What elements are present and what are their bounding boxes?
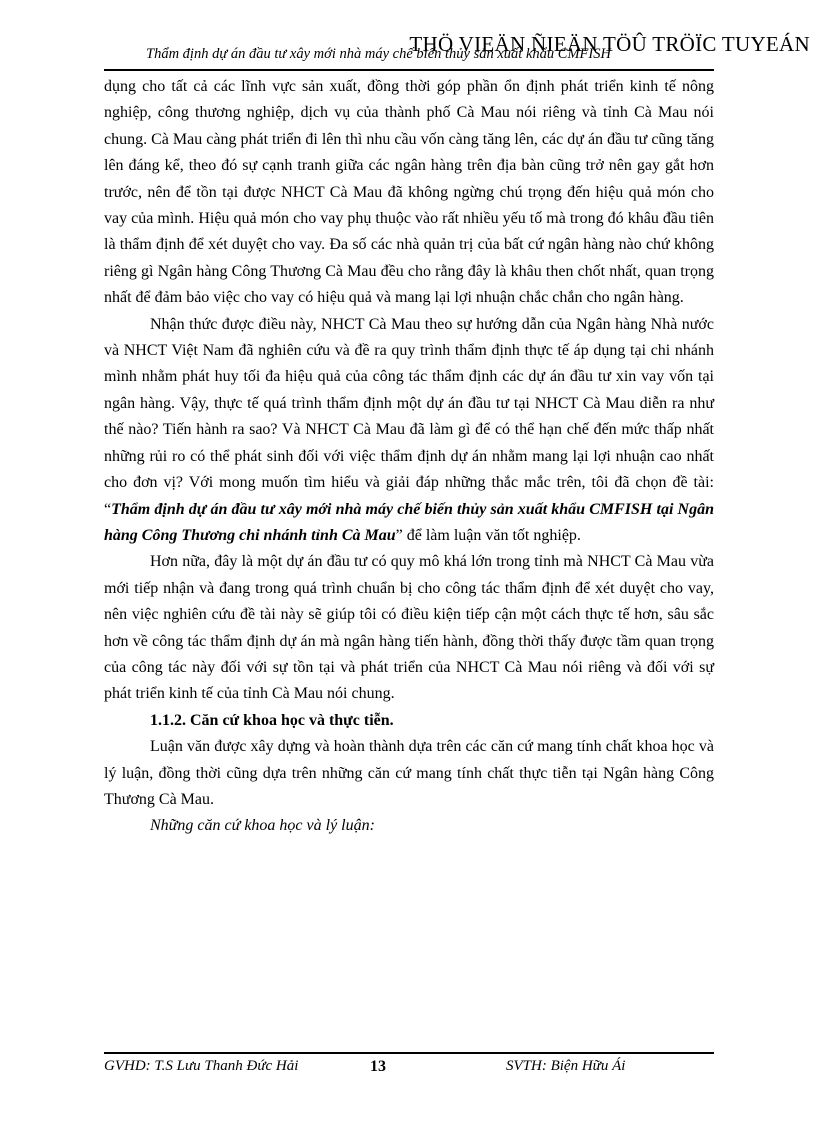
page-body [104,74,714,840]
paragraph-1: dụng cho tất cả các lĩnh vực sản xuất, đồng thời góp phần ổn định phát triển kinh tế nông nghiệp, công thương nghiệp, dịch vụ của thành phố Cà Mau nói riêng và tỉnh Cà Mau nói chung. Cà Mau càng phát triển đi lên thì nhu cầu vốn càng tăng lên, các dự án đầu tư cũng tăng lên đáng kể, theo đó sự cạnh tranh giữa các ngân hàng trên địa bàn cũng trở nên gay gắt hơn trước, nên để tồn tại được NHCT Cà Mau đã không ngừng chú trọng đến hiệu quả món cho vay của mình. Hiệu quả món cho vay phụ thuộc vào rất nhiều yếu tố mà trong đó khâu đầu tiên là thẩm định để xét duyệt cho vay. Đa số các nhà quản trị của bất cứ ngân hàng nào chứ không riêng gì Ngân hàng Công Thương Cà Mau đều cho rằng đây là khâu then chốt nhất, quan trọng nhất để đảm bảo việc cho vay có hiệu quả và mang lại lợi nhuận chắc chắn cho ngân hàng. [104,78,714,307]
footer-divider [104,1052,714,1054]
library-watermark: THÖ VIEÄN ÑIEÄN TÖÛ TRÖÏC TUYEÁN [409,32,810,56]
page-number: 13 [370,1058,386,1075]
header-divider [104,69,714,71]
paragraph-2-end: ” để làm luận văn tốt nghiệp. [395,526,581,544]
paragraph-2-start: Nhận thức được điều này, NHCT Cà Mau theo sự hướng dẫn của Ngân hàng Nhà nước và NHCT Việt Nam đã nghiên cứu và đề ra quy trình thẩm định thực tế áp dụng tại chi nhánh mình nhằm phát huy tối đa hiệu quả của công tác thẩm định các dự án đầu tư xin vay vốn tại ngân hàng. Vậy, thực tế quá trình thẩm định một dự án đầu tư tại NHCT Cà Mau diễn ra như thế nào? Tiến hành ra sao? Và NHCT Cà Mau đã làm gì để có thể hạn chế đến mức thấp nhất những rủi ro có thể phát sinh đối với việc thẩm định dự án nhằm mang lại lợi nhuận cao nhất cho đơn vị? Với mong muốn tìm hiểu và giải đáp những thắc mắc trên, tôi đã chọn đề tài: “ [104,315,714,518]
paragraph-2 [104,312,714,550]
paragraph-3: Hơn nữa, đây là một dự án đầu tư có quy mô khá lớn trong tỉnh mà NHCT Cà Mau vừa mới tiếp nhận và đang trong quá trình chuẩn bị cho công tác thẩm định để xét duyệt cho vay, nên việc nghiên cứu đề tài này sẽ giúp tôi có điều kiện tiếp cận một cách thực tế hơn, sâu sắc hơn về công tác thẩm định dự án mà ngân hàng tiến hành, đồng thời thấy được tầm quan trọng của công tác này đối với sự tồn tại và phát triển của NHCT Cà Mau nói riêng và đối với sự phát triển kinh tế của tỉnh Cà Mau nói chung. [104,553,714,703]
paragraph-4: Luận văn được xây dựng và hoàn thành dựa trên các căn cứ mang tính chất khoa học và lý luận, đồng thời cũng dựa trên những căn cứ mang tính chất thực tiễn tại Ngân hàng Công Thương Cà Mau. [104,738,714,808]
running-header-title: Thẩm định dự án đầu tư xây mới nhà máy chế biến thủy sản xuất khẩu CMFISH [146,46,611,62]
paragraph-5: Những căn cứ khoa học và lý luận: [150,817,375,835]
section-heading: 1.1.2. Căn cứ khoa học và thực tiễn. [150,711,394,729]
footer-student: SVTH: Biện Hữu Ái [506,1058,626,1074]
footer-advisor: GVHD: T.S Lưu Thanh Đức Hải [104,1058,299,1074]
thesis-topic-title: Thẩm định dự án đầu tư xây mới nhà máy chế biến thủy sản xuất khẩu CMFISH tại Ngân hàng Công Thương chi nhánh tỉnh Cà Mau [104,500,714,544]
